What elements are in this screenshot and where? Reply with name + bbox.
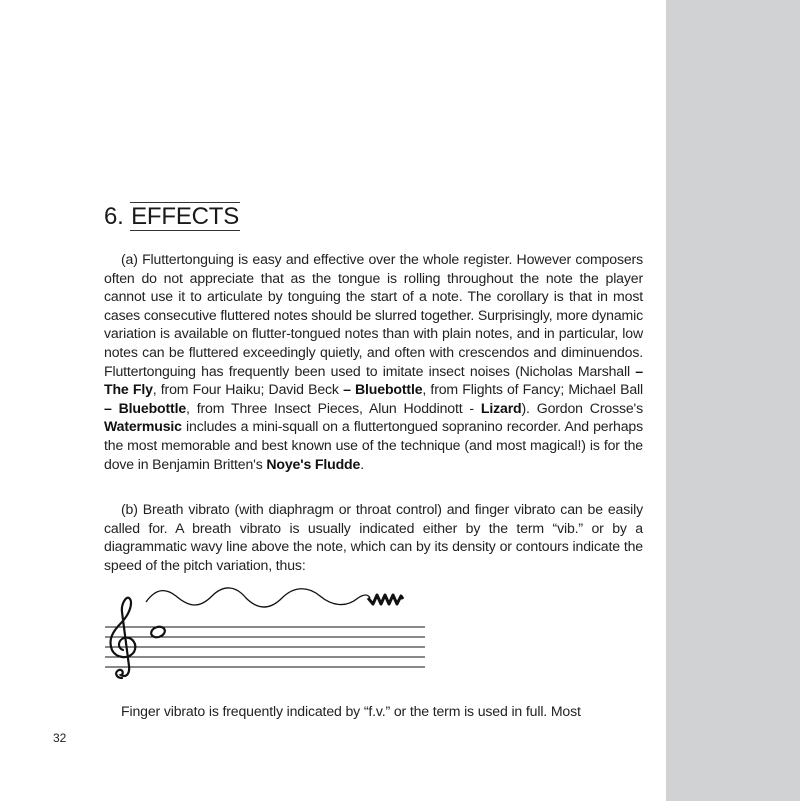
p2-text: (b) Breath vibrato (with diaphragm or throat control) and finger vibrato can be easily called for. A breath vibrato is usually indicated either by the term “vib.” or by a diagrammatic wavy line above the note, which can by its density or contours indicate the speed of the pitch variation, thus: bbox=[104, 501, 643, 573]
work-title-watermusic: Watermusic bbox=[104, 418, 182, 435]
staff-lines bbox=[105, 627, 425, 667]
section-number: 6. bbox=[104, 203, 124, 230]
vibrato-wavy-line bbox=[146, 588, 370, 607]
p1-text-1: (a) Fluttertonguing is easy and effective over the whole register. However composers often do not appreciate that as the tongue is rolling throughout the note the player cannot use it to articulate by tonguing the start of a note. The corollary is that in most cases consecutive fluttered notes should be slurred together. Surprisingly, more dynamic variation is available on flutter-tongued notes than with plain notes, and in particular, low notes can be fluttered exceedingly quietly, and often with crescendos and diminuendos. Fluttertonguing has frequently been used to imitate insect noises (Nicholas Marshall bbox=[104, 251, 643, 379]
paragraph-breath-vibrato bbox=[104, 500, 643, 574]
p3-text: Finger vibrato is frequently indicated by “f.v.” or the term is used in full. Most bbox=[121, 703, 581, 719]
p1-text-3: , from Flights of Fancy; Michael Ball bbox=[422, 381, 643, 398]
vibrato-dense-zigzag bbox=[368, 595, 403, 604]
p1-text-2: , from Four Haiku; David Beck bbox=[152, 381, 344, 398]
paragraph-finger-vibrato bbox=[104, 702, 643, 721]
section-heading bbox=[104, 202, 240, 232]
work-title-noyes-fludde: Noye's Fludde bbox=[266, 455, 361, 472]
p1-text-6: includes a mini-squall on a fluttertongued sopranino recorder. And perhaps the most memorable and best known use of the technique (and most magical!) is for the dove in Benjamin Britten's bbox=[104, 418, 643, 472]
paragraph-fluttertonguing bbox=[104, 250, 643, 473]
page-gutter-margin bbox=[666, 0, 800, 801]
p1-text-5: ). Gordon Crosse's bbox=[521, 399, 643, 416]
p1-text-4: , from Three Insect Pieces, Alun Hoddinott - bbox=[186, 399, 481, 416]
music-staff-example bbox=[100, 582, 430, 682]
work-title-bluebottle-beck: – Bluebottle bbox=[343, 381, 423, 398]
work-title-lizard: Lizard bbox=[480, 399, 522, 416]
work-title-the-fly: – The Fly bbox=[104, 362, 643, 398]
section-title: EFFECTS bbox=[131, 203, 240, 230]
p1-text-7: . bbox=[360, 455, 364, 472]
work-title-bluebottle-ball: – Bluebottle bbox=[104, 399, 187, 416]
treble-clef-icon bbox=[110, 598, 135, 678]
page-number: 32 bbox=[53, 731, 67, 745]
